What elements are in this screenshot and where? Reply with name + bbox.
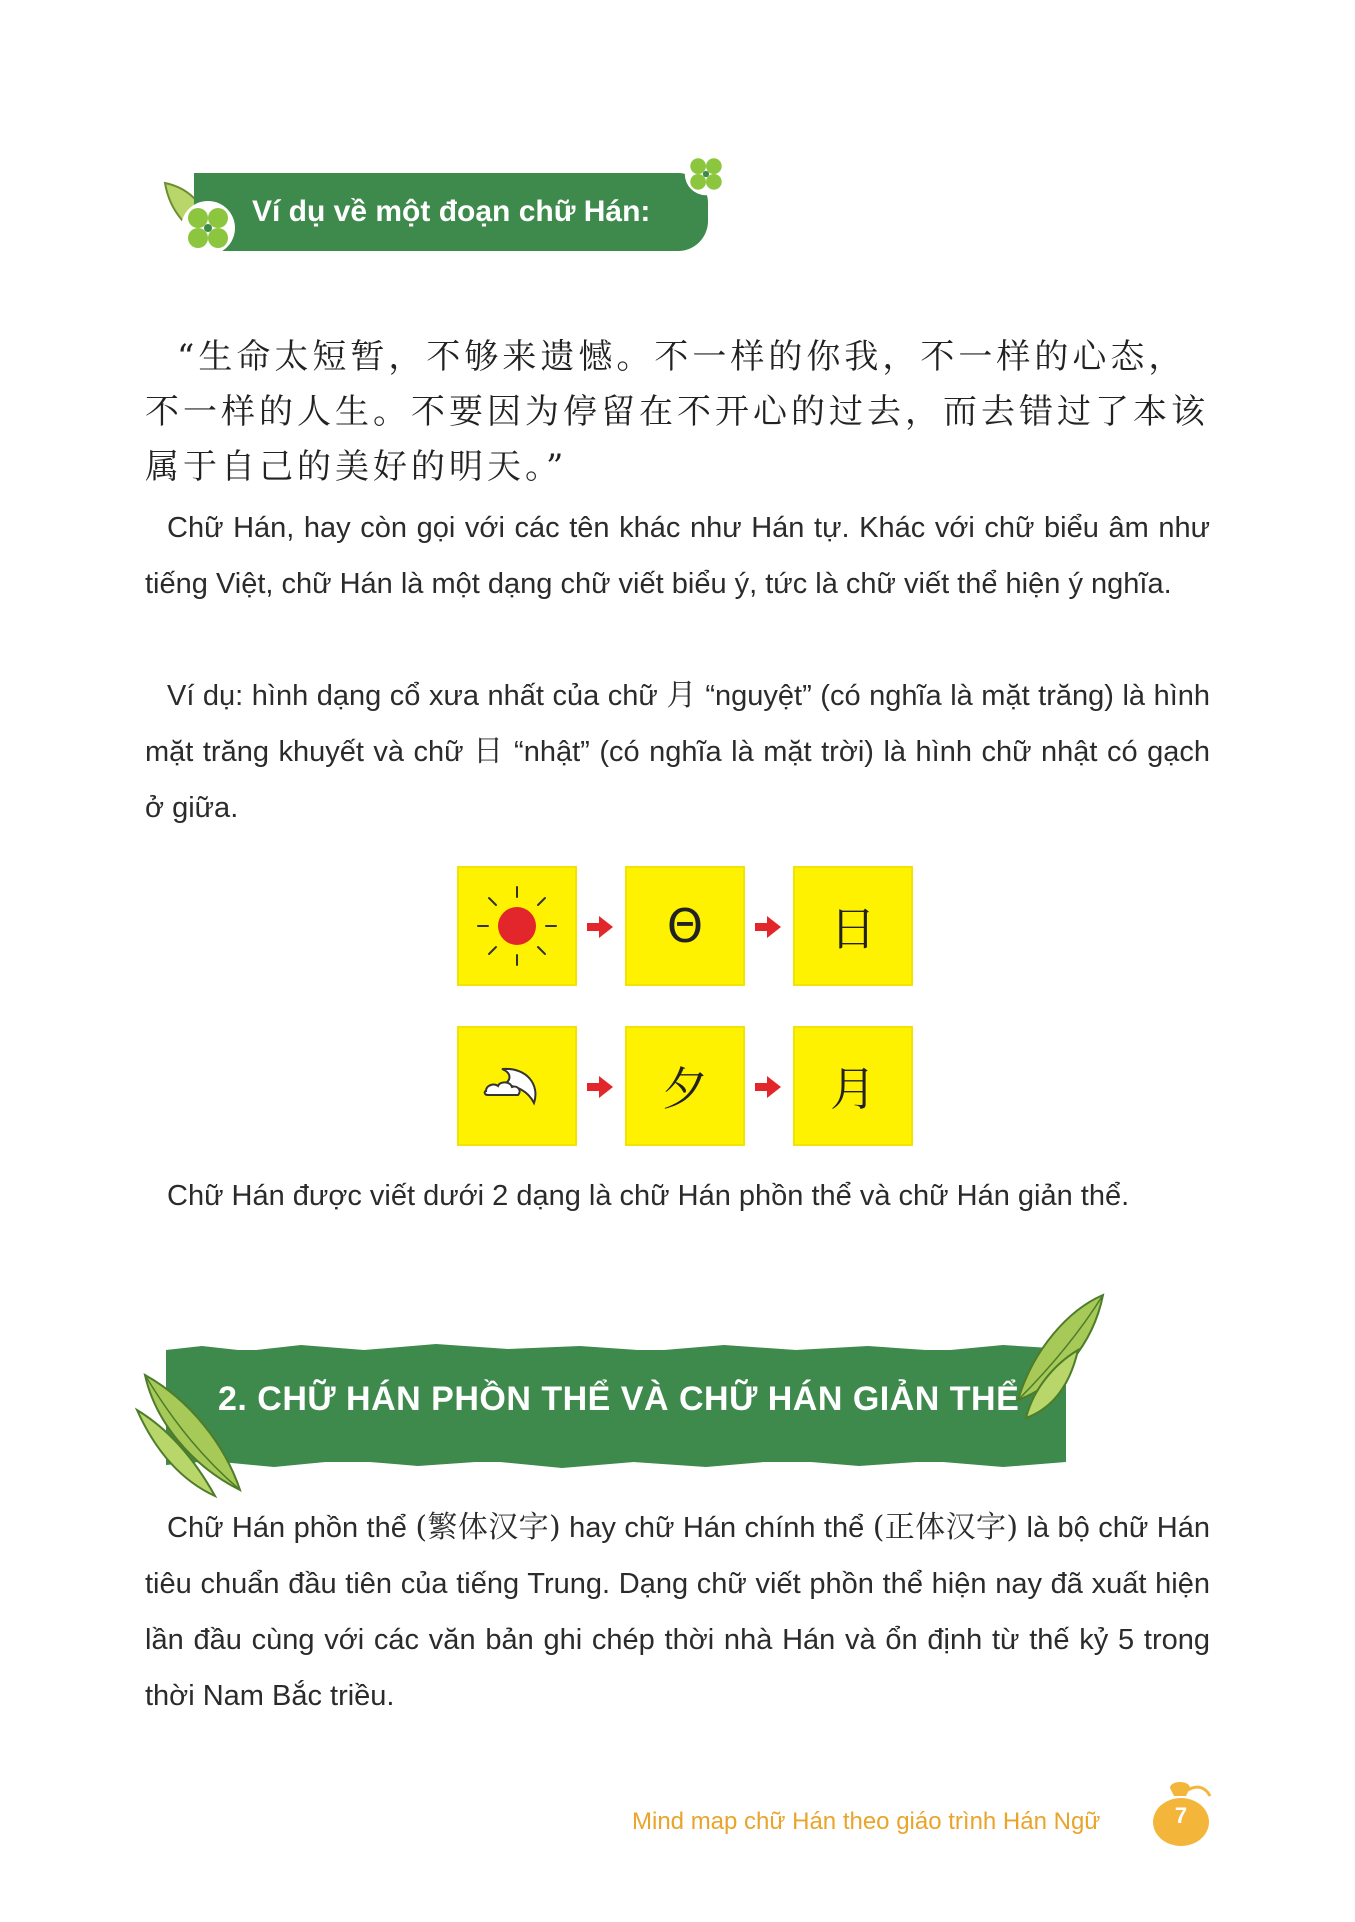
- sun-pictogram-tile: [457, 866, 577, 986]
- modern-sun-glyph: 日: [830, 902, 876, 956]
- footer-book-title: Mind map chữ Hán theo giáo trình Hán Ngữ: [632, 1808, 1101, 1835]
- modern-moon-tile: [793, 1026, 913, 1146]
- paragraph-text: Ví dụ: hình dạng cổ xưa nhất của chữ: [167, 680, 667, 712]
- sun-icon: [472, 881, 562, 971]
- banner-edge: [166, 1458, 1066, 1468]
- paragraph: [145, 1500, 1210, 1724]
- moon-pictogram-tile: [457, 1026, 577, 1146]
- oracle-sun-tile: [625, 866, 745, 986]
- hanzi-term: (正体汉字): [872, 1510, 1019, 1545]
- clover-icon: [180, 200, 236, 256]
- page-number: 7: [1174, 1803, 1188, 1828]
- oracle-moon-tile: [625, 1026, 745, 1146]
- leaf-decoration-icon: [1008, 1290, 1108, 1420]
- moon-icon: [472, 1041, 562, 1131]
- paragraph-text: Chữ Hán phồn thể: [167, 1512, 416, 1544]
- hanzi-sun: 日: [473, 734, 505, 769]
- oracle-sun-glyph: Θ: [666, 899, 704, 953]
- arrow-right-icon: [755, 916, 781, 938]
- paragraph-text: “nhật” (có nghĩa là mặt trời) là hình chữ nhật có gạch ở giữa.: [145, 736, 1210, 824]
- section-label: [194, 173, 708, 251]
- section-label-text: Ví dụ về một đoạn chữ Hán:: [252, 195, 651, 228]
- arrow-right-icon: [755, 1076, 781, 1098]
- hanzi-moon: 月: [666, 678, 697, 713]
- chinese-quote: “生命太短暂，不够来遗憾。不一样的你我，不一样的心态，不一样的人生。不要因为停留在不开心的过去，而去错过了本该属于自己的美好的明天。”: [145, 337, 1209, 487]
- paragraph: Chữ Hán, hay còn gọi với các tên khác như Hán tự. Khác với chữ biểu âm như tiếng Việt, chữ Hán là một dạng chữ viết biểu ý, tức là chữ viết thể hiện ý nghĩa.: [145, 512, 1210, 600]
- paragraph-text: là bộ chữ Hán tiêu chuẩn đầu tiên của tiếng Trung. Dạng chữ viết phồn thể hiện nay đã xuất hiện lần đầu cùng với các văn bản ghi chép thời nhà Hán và ổn định từ thế kỷ 5 trong thời Nam Bắc triều.: [145, 1512, 1210, 1712]
- oracle-moon-glyph: 夕: [662, 1062, 708, 1116]
- arrow-right-icon: [587, 916, 613, 938]
- paragraph: Chữ Hán được viết dưới 2 dạng là chữ Hán phồn thể và chữ Hán giản thể.: [167, 1180, 1130, 1212]
- paragraph-text: hay chữ Hán chính thể: [560, 1512, 873, 1544]
- paragraph-text: “nguyệt” (có nghĩa là mặt trăng) là hình mặt trăng khuyết và chữ: [145, 680, 1211, 768]
- section-title: 2. CHỮ HÁN PHỒN THỂ VÀ CHỮ HÁN GIẢN THỂ: [218, 1380, 1020, 1418]
- arrow-right-icon: [587, 1076, 613, 1098]
- modern-moon-glyph: 月: [830, 1062, 876, 1116]
- paragraph: [145, 668, 1210, 836]
- clover-icon: [684, 152, 728, 196]
- hanzi-term: (繁体汉字): [415, 1510, 561, 1545]
- modern-sun-tile: [793, 866, 913, 986]
